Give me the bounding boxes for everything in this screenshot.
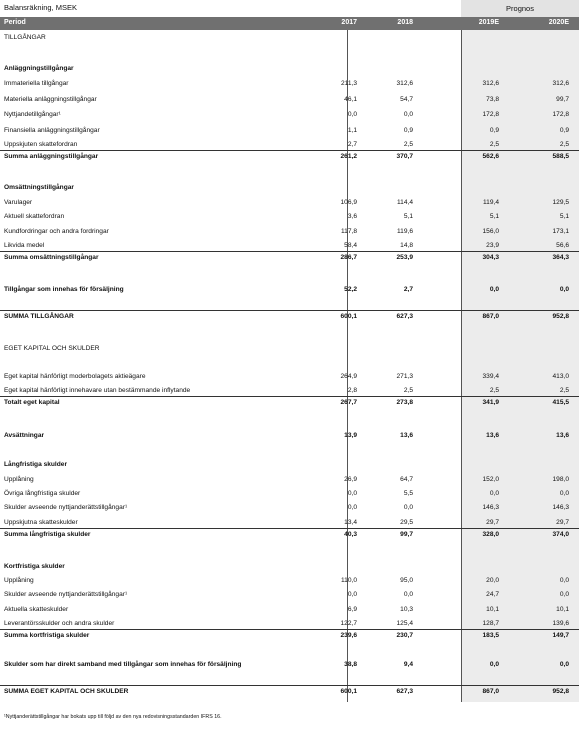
row-label: SUMMA EGET KAPITAL OCH SKULDER [4,688,129,695]
row-value: 600,1 [340,688,357,695]
row-value: 264,9 [340,373,357,380]
row-label: Eget kapital hänförligt innehavare utan bestämmande inflytande [4,387,191,394]
row-value: 312,6 [396,80,413,87]
row-label: Omsättningstillgångar [4,184,74,191]
row-value: 0,0 [403,504,413,511]
row-value: 13,6 [486,432,499,439]
row-value: 2,5 [559,387,569,394]
row-value: 341,9 [482,399,499,406]
row-value: 0,0 [559,490,569,497]
table-row [0,80,579,91]
row-value: 2,5 [489,387,499,394]
row-label: Immateriella tillgångar [4,80,69,87]
table-row [0,528,579,540]
table-row [0,432,579,443]
row-value: 374,0 [552,531,569,538]
row-value: 261,2 [340,153,357,160]
row-value: 6,9 [347,606,357,613]
table-row [0,577,579,588]
row-value: 73,8 [486,96,499,103]
table-row [0,504,579,515]
row-label: TILLGÅNGAR [4,34,46,41]
row-value: 125,4 [396,620,413,627]
row-value: 0,0 [347,490,357,497]
row-label: Skulder avseende nyttjanderättstillgångar¹ [4,591,128,598]
table-row [0,591,579,602]
table-row [0,228,579,239]
row-value: 364,3 [552,254,569,261]
row-value: 24,7 [486,591,499,598]
row-value: 58,4 [344,242,357,249]
row-value: 211,3 [340,80,357,87]
row-value: 117,8 [340,228,357,235]
row-value: 52,2 [344,286,357,293]
row-value: 5,5 [403,490,413,497]
row-value: 328,0 [482,531,499,538]
table-row [0,606,579,617]
row-value: 38,8 [344,661,357,668]
row-value: 952,8 [552,688,569,695]
row-value: 5,1 [403,213,413,220]
table-row [0,199,579,210]
row-value: 0,9 [489,127,499,134]
row-value: 230,7 [396,632,413,639]
row-value: 149,7 [552,632,569,639]
row-value: 867,0 [482,313,499,320]
row-value: 29,5 [400,519,413,526]
table-row [0,373,579,384]
table-row [0,476,579,487]
table-row [0,490,579,501]
row-value: 29,7 [556,519,569,526]
row-value: 110,0 [340,577,357,584]
row-label: Likvida medel [4,242,45,249]
row-value: 0,0 [347,504,357,511]
row-value: 0,0 [489,490,499,497]
row-value: 9,4 [403,661,413,668]
row-value: 20,0 [486,577,499,584]
table-row [0,127,579,138]
row-value: 173,1 [552,228,569,235]
row-value: 2,5 [403,387,413,394]
row-value: 64,7 [400,476,413,483]
row-value: 339,4 [482,373,499,380]
row-label: Uppskjutna skatteskulder [4,519,78,526]
row-value: 14,8 [400,242,413,249]
row-label: Upplåning [4,476,34,483]
row-value: 29,7 [486,519,499,526]
row-value: 54,7 [400,96,413,103]
row-value: 156,0 [482,228,499,235]
row-value: 0,0 [489,286,499,293]
table-row [0,345,579,356]
table-title: Balansräkning, MSEK [4,3,77,12]
row-value: 0,0 [347,591,357,598]
row-label: Aktuell skattefordran [4,213,65,220]
row-value: 0,0 [559,661,569,668]
table-row [0,96,579,107]
row-label: Summa långfristiga skulder [4,531,91,538]
row-value: 1,1 [347,127,357,134]
row-value: 0,0 [347,111,357,118]
row-value: 2,7 [347,141,357,148]
row-value: 271,3 [396,373,413,380]
row-label: Summa kortfristiga skulder [4,632,90,639]
row-value: 172,8 [482,111,499,118]
row-label: Finansiella anläggningstillgångar [4,127,100,134]
row-value: 13,9 [344,432,357,439]
table-row [0,661,579,672]
row-value: 5,1 [489,213,499,220]
row-value: 183,5 [482,632,499,639]
row-value: 95,0 [400,577,413,584]
table-row [0,111,579,122]
footnote: ¹Nyttjanderättstillgångar har bokats upp till följd av den nya redovisningsstandarden IFRS 16. [4,714,222,720]
row-value: 588,5 [552,153,569,160]
row-value: 146,3 [552,504,569,511]
row-label: Leverantörsskulder och andra skulder [4,620,115,627]
row-label: Anläggningstillgångar [4,65,74,72]
header-period: Period [4,19,26,26]
row-value: 273,8 [396,399,413,406]
header-2019e: 2019E [478,19,499,26]
row-label: EGET KAPITAL OCH SKULDER [4,345,100,352]
row-value: 0,0 [559,286,569,293]
row-value: 0,0 [559,577,569,584]
row-value: 119,6 [396,228,413,235]
row-value: 46,1 [344,96,357,103]
row-label: Uppskjuten skattefordran [4,141,78,148]
row-value: 106,9 [340,199,357,206]
row-value: 128,7 [482,620,499,627]
table-row [0,629,579,641]
row-value: 415,5 [552,399,569,406]
row-value: 119,4 [482,199,499,206]
row-label: Materiella anläggningstillgångar [4,96,97,103]
row-value: 99,7 [400,531,413,538]
header-2018: 2018 [397,19,413,26]
row-value: 562,6 [482,153,499,160]
row-value: 13,6 [400,432,413,439]
header-2020e: 2020E [548,19,569,26]
table-row [0,685,579,697]
row-value: 146,3 [482,504,499,511]
row-value: 267,7 [340,399,357,406]
row-value: 312,6 [552,80,569,87]
table-row [0,286,579,297]
table-row [0,184,579,195]
table-row [0,34,579,45]
row-value: 0,0 [559,591,569,598]
row-label: Kundfordringar och andra fordringar [4,228,109,235]
row-label: Summa anläggningstillgångar [4,153,99,160]
row-value: 0,9 [559,127,569,134]
row-value: 370,7 [396,153,413,160]
row-value: 152,0 [482,476,499,483]
row-label: Nyttjandetillgångar¹ [4,111,61,118]
row-value: 952,8 [552,313,569,320]
row-label: Tillgångar som innehas för försäljning [4,286,124,293]
row-value: 2,5 [489,141,499,148]
row-value: 627,3 [396,688,413,695]
row-value: 0,0 [489,661,499,668]
table-row [0,65,579,76]
row-value: 122,7 [340,620,357,627]
row-label: Aktuella skatteskulder [4,606,69,613]
row-value: 10,3 [400,606,413,613]
row-value: 198,0 [552,476,569,483]
table-header [0,17,579,30]
row-value: 40,3 [344,531,357,538]
row-value: 129,5 [552,199,569,206]
row-label: Skulder som har direkt samband med tillgångar som innehas för försäljning [4,661,242,668]
row-value: 286,7 [340,254,357,261]
row-value: 0,9 [403,127,413,134]
table-row [0,396,579,408]
row-value: 26,9 [344,476,357,483]
row-value: 2,8 [347,387,357,394]
prognos-label: Prognos [461,0,579,17]
row-value: 867,0 [482,688,499,695]
row-value: 114,4 [396,199,413,206]
table-row [0,150,579,162]
row-value: 139,6 [552,620,569,627]
row-value: 13,4 [344,519,357,526]
row-value: 99,7 [556,96,569,103]
row-value: 172,8 [552,111,569,118]
row-value: 3,6 [347,213,357,220]
table-row [0,461,579,472]
table-row [0,310,579,322]
row-value: 413,0 [552,373,569,380]
row-value: 2,5 [403,141,413,148]
row-label: Långfristiga skulder [4,461,68,468]
row-value: 0,0 [403,591,413,598]
row-value: 13,6 [556,432,569,439]
row-value: 23,9 [486,242,499,249]
row-label: Varulager [4,199,33,206]
table-row [0,213,579,224]
row-value: 2,5 [559,141,569,148]
row-value: 600,1 [340,313,357,320]
row-label: Totalt eget kapital [4,399,60,406]
header-2017: 2017 [341,19,357,26]
row-value: 304,3 [482,254,499,261]
row-value: 10,1 [556,606,569,613]
row-value: 5,1 [559,213,569,220]
row-value: 253,9 [396,254,413,261]
row-label: Övriga långfristiga skulder [4,490,81,497]
row-value: 312,6 [482,80,499,87]
row-value: 627,3 [396,313,413,320]
row-value: 2,7 [403,286,413,293]
row-label: Kortfristiga skulder [4,563,65,570]
table-row [0,563,579,574]
row-value: 0,0 [403,111,413,118]
row-value: 10,1 [486,606,499,613]
row-label: Skulder avseende nyttjanderättstillgångar¹ [4,504,128,511]
row-label: Eget kapital hänförligt moderbolagets aktieägare [4,373,146,380]
row-label: SUMMA TILLGÅNGAR [4,313,74,320]
row-label: Summa omsättningstillgångar [4,254,99,261]
row-value: 239,6 [340,632,357,639]
row-label: Upplåning [4,577,34,584]
row-value: 56,6 [556,242,569,249]
table-row [0,251,579,263]
row-label: Avsättningar [4,432,45,439]
